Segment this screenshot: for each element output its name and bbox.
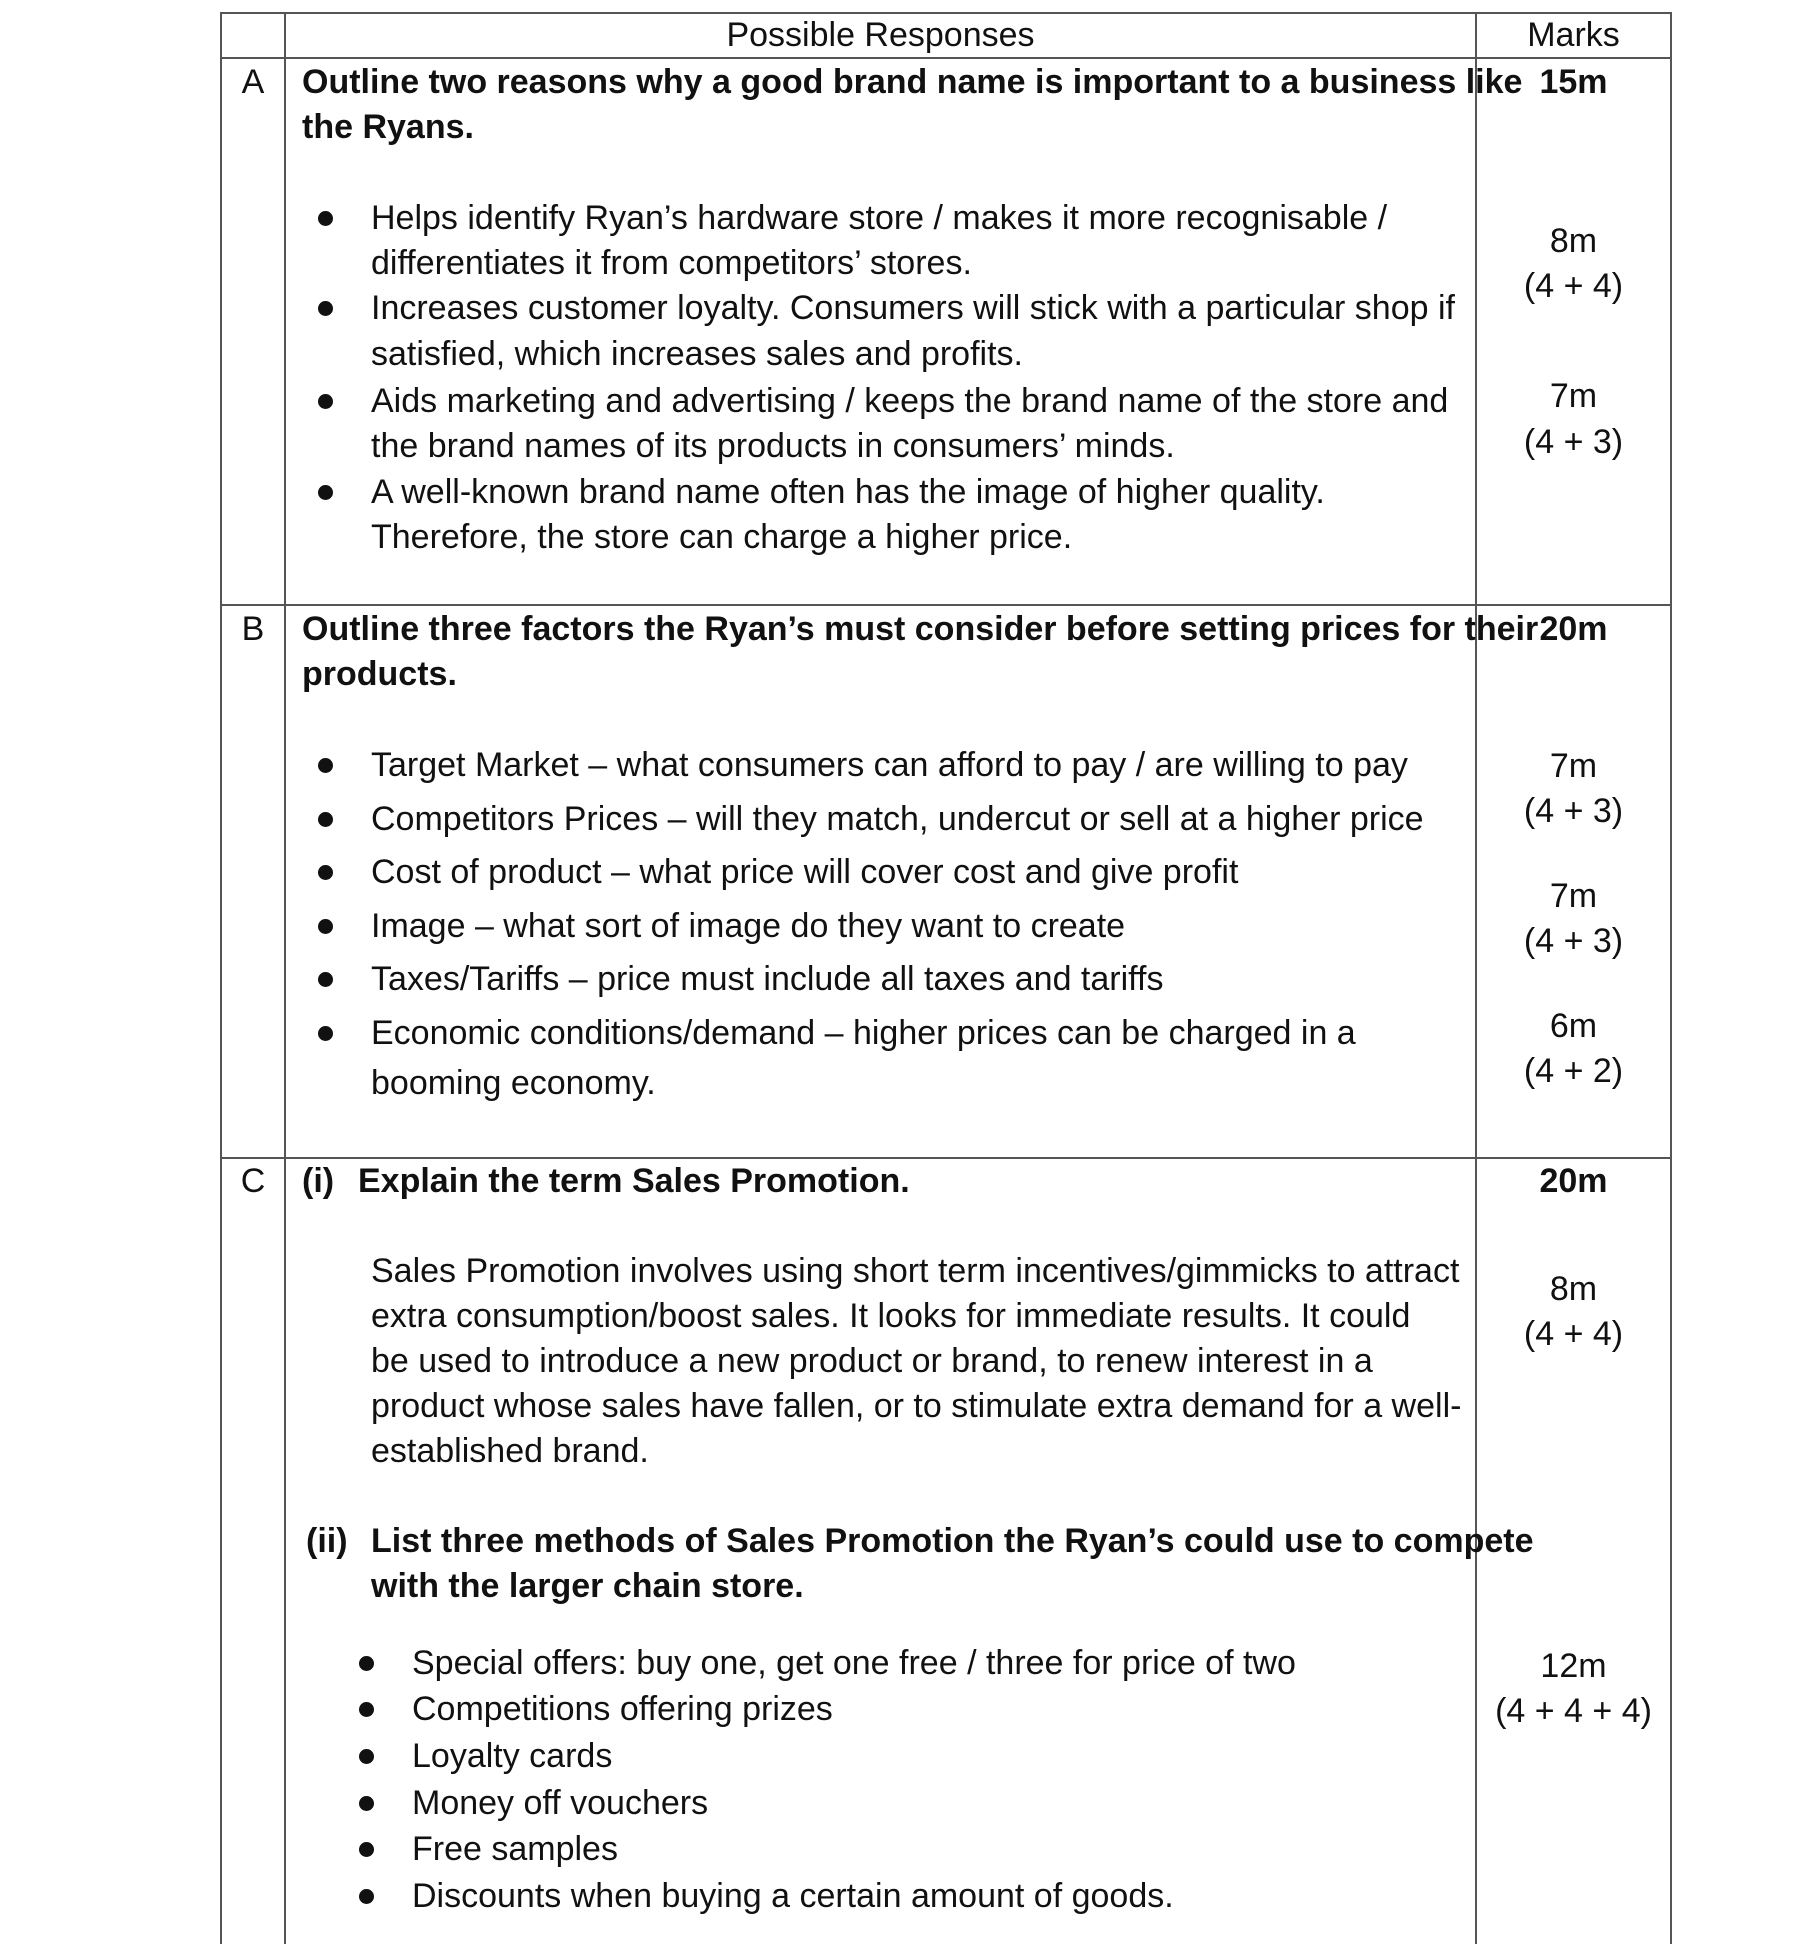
list-item: Loyalty cards [412, 1737, 613, 1775]
table-border-left [220, 12, 222, 1944]
list-item: the brand names of its products in consumers’ minds. [371, 427, 1175, 465]
mark-breakdown: (4 + 3) [1523, 792, 1624, 830]
answer-text: be used to introduce a new product or brand, to renew interest in a [371, 1342, 1373, 1380]
bullet-icon [318, 865, 333, 880]
bullet-icon [318, 211, 333, 226]
list-item: Cost of product – what price will cover cost and give profit [371, 853, 1239, 891]
section-b-total-marks: 20m [1539, 610, 1608, 648]
row-divider-ab [220, 604, 1672, 606]
bullet-icon [318, 394, 333, 409]
list-item: Free samples [412, 1830, 618, 1868]
section-b-question: products. [302, 655, 457, 693]
list-item: Helps identify Ryan’s hardware store / makes it more recognisable / [371, 199, 1388, 237]
answer-text: extra consumption/boost sales. It looks for immediate results. It could [371, 1297, 1411, 1335]
bullet-icon [359, 1702, 374, 1717]
bullet-icon [359, 1749, 374, 1764]
list-item: Discounts when buying a certain amount of goods. [412, 1877, 1174, 1915]
mark-value: 8m [1549, 222, 1598, 260]
section-b-letter: B [241, 610, 265, 648]
bullet-icon [318, 919, 333, 934]
part-i-question: Explain the term Sales Promotion. [358, 1162, 910, 1200]
mark-value: 6m [1549, 1007, 1598, 1045]
list-item: Increases customer loyalty. Consumers will stick with a particular shop if [371, 289, 1455, 327]
mark-value: 8m [1549, 1270, 1598, 1308]
section-c-total-marks: 20m [1539, 1162, 1608, 1200]
mark-breakdown: (4 + 4) [1523, 1315, 1624, 1353]
list-item: A well-known brand name often has the image of higher quality. [371, 473, 1325, 511]
mark-breakdown: (4 + 4 + 4) [1495, 1692, 1652, 1730]
list-item: Money off vouchers [412, 1784, 709, 1822]
bullet-icon [318, 485, 333, 500]
bullet-icon [318, 972, 333, 987]
answer-text: product whose sales have fallen, or to stimulate extra demand for a well- [371, 1387, 1462, 1425]
list-item: Image – what sort of image do they want to create [371, 907, 1126, 945]
list-item: Aids marketing and advertising / keeps the brand name of the store and [371, 382, 1449, 420]
list-item: Target Market – what consumers can afford to pay / are willing to pay [371, 746, 1408, 784]
mark-breakdown: (4 + 3) [1523, 423, 1624, 461]
section-a-question: the Ryans. [302, 108, 474, 146]
part-i-label: (i) [302, 1162, 335, 1200]
mark-breakdown: (4 + 2) [1523, 1052, 1624, 1090]
list-item: Competitors Prices – will they match, undercut or sell at a higher price [371, 800, 1424, 838]
part-ii-label: (ii) [306, 1522, 348, 1560]
bullet-icon [359, 1889, 374, 1904]
mark-breakdown: (4 + 3) [1523, 922, 1624, 960]
table-border-letter [284, 12, 286, 1944]
mark-breakdown: (4 + 4) [1523, 267, 1624, 305]
mark-value: 7m [1549, 377, 1598, 415]
section-a-letter: A [241, 63, 265, 101]
list-item: satisfied, which increases sales and profits. [371, 335, 1023, 373]
header-responses: Possible Responses [726, 16, 1035, 54]
list-item: booming economy. [371, 1064, 656, 1102]
list-item: Competitions offering prizes [412, 1690, 833, 1728]
section-a-question: Outline two reasons why a good brand name is important to a business like [302, 63, 1523, 101]
answer-text: established brand. [371, 1432, 649, 1470]
mark-value: 7m [1549, 877, 1598, 915]
list-item: Economic conditions/demand – higher prices can be charged in a [371, 1014, 1356, 1052]
part-ii-question: with the larger chain store. [371, 1567, 804, 1605]
table-border-right [1670, 12, 1672, 1944]
header-marks: Marks [1527, 16, 1620, 54]
mark-value: 12m [1540, 1647, 1607, 1685]
part-ii-question: List three methods of Sales Promotion the Ryan’s could use to compete [371, 1522, 1534, 1560]
bullet-icon [359, 1842, 374, 1857]
bullet-icon [318, 758, 333, 773]
bullet-icon [359, 1796, 374, 1811]
answer-text: Sales Promotion involves using short term incentives/gimmicks to attract [371, 1252, 1460, 1290]
bullet-icon [318, 301, 333, 316]
list-item: differentiates it from competitors’ stores. [371, 244, 972, 282]
list-item: Therefore, the store can charge a higher price. [371, 518, 1073, 556]
bullet-icon [359, 1656, 374, 1671]
list-item: Special offers: buy one, get one free / three for price of two [412, 1644, 1296, 1682]
mark-value: 7m [1549, 747, 1598, 785]
list-item: Taxes/Tariffs – price must include all taxes and tariffs [371, 960, 1164, 998]
section-a-total-marks: 15m [1539, 63, 1608, 101]
section-b-question: Outline three factors the Ryan’s must consider before setting prices for their [302, 610, 1539, 648]
bullet-icon [318, 812, 333, 827]
bullet-icon [318, 1026, 333, 1041]
section-c-letter: C [240, 1162, 266, 1200]
